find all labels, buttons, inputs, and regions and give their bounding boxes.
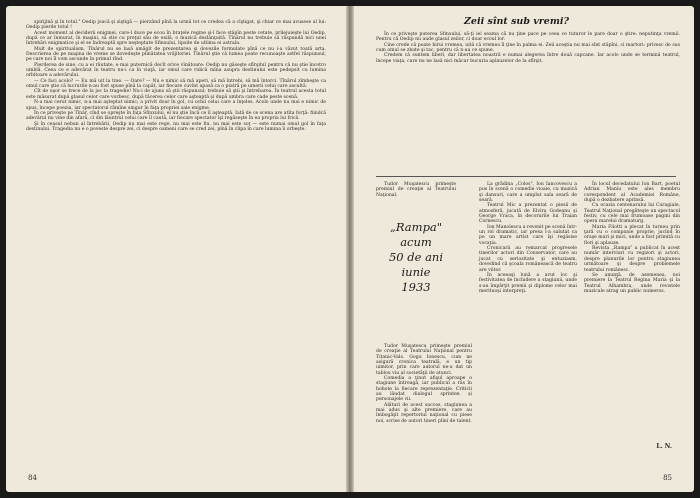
paragraph: Cît de uşor se trece de la joc la tragedie! Nu-i de ajuns să ştii răspunsul; trebuie să ştii şi întrebarea. În teatrul acesta totul este măsurat după glasul celor care vorbesc, după tăcerea celor care aşteaptă şi după umbra care cade peste scenă.	[26, 89, 326, 100]
page-number: 85	[663, 474, 672, 482]
column-3	[584, 182, 680, 472]
paragraph: Teatrul Mic a prezentat o piesă de atmosferă, jucată de Elvira Godeanu şi George Vraca, în decorurile lui Traian Cornescu.	[479, 203, 577, 225]
rampa-box-title	[370, 220, 462, 338]
paragraph: Maria Filotti a plecat în turneu prin ţară cu o companie proprie, jucînd în oraşe mari şi mici, unde a fost primită cu flori şi aplauze.	[584, 224, 680, 246]
section-divider	[376, 176, 676, 177]
paragraph: Mult de spiritualism, Tînărul nu se lasă amăgit de prezentarea şi dovezile formulate pînă ce nu i-a văzut toată arta. Descrierea de pe maşina de vreme se dovedeşte plinătatea vrăjitoriei. Tînărul ştie că lumea poate recunoaşte astfel răspunsul, pe care noi îl vom ascunde în primul rînd.	[26, 46, 326, 63]
paragraph: În ce priveşte pe Tînăr, cînd se opreşte în faţa Sfinxului, el nu ştie încă ce îl aşteaptă. Iată de ce scena are atîta forţă: fiindcă adevărul nu vine din afară, ci din lăuntrul celui care îl caută, iar fiecare spectator îşi regăseşte în ea propria lui frică.	[26, 110, 326, 122]
paragraph: În locul decedatului Ion Bart, poetul Adrian Maniu este ales membru corespondent al Academiei Române, după o dezbatere aprinsă.	[584, 182, 680, 204]
paragraph: Alături de acest succes, stagiunea a mai adus şi alte premiere, care au îmbogăţit repertoriul naţional cu piese noi, scrise de autori tineri plini de talent.	[376, 402, 472, 424]
paragraph: Tudor Muşatescu primeşte premiul de creaţie al Teatrului Naţional.	[376, 182, 456, 198]
box-line: iunie	[401, 265, 431, 279]
article-headline: Zeii sînt sub vremi?	[464, 16, 570, 27]
box-line: 1933	[401, 280, 431, 294]
column-2	[479, 182, 577, 472]
paragraph: Comedia a ţinut afişul aproape o stagiune întreagă, iar publicul a râs în hohote la fiecare reprezentaţie. Criticii au lăudat dialogul sprinten şi personajele vii.	[376, 376, 472, 403]
author-signature: L. N.	[656, 443, 672, 450]
paragraph: În aceeaşi lună a avut loc şi festivitatea de închidere a stagiunii, unde s-au împărţit premii şi diplome celor mai merituoşi interpreţi.	[479, 272, 577, 294]
paragraph: Şi în ceasul nebun al întrebării, Oedip nu mai este rege, nu mai este fiu, nu mai este soţ — este numai omul gol în faţa destinului. Tragedia nu e o poveste despre zei, ci despre oameni care se cred zei, pînă în clipa în care lumina îi orbeşte.	[26, 121, 326, 132]
paragraph: Cronicarii au remarcat progresele tinerilor actori din Conservator, care au jucat cu seriozitate şi entuziasm, dovedind că şcoala românească de teatru are viitor.	[479, 246, 577, 273]
article-intro	[376, 32, 680, 172]
paragraph: spirijină şi în totul." Oedip joacă şi ziştigă — pierzând pînă la urmă tot ce credea că a cîştigat, şi chiar ce mai avusese al lui: Oedip pierde totul !	[26, 20, 326, 31]
box-line: acum	[400, 235, 432, 249]
paragraph: La grădina „Colos", Ion Iancovescu a pus în scenă o comedie vioaie, cu muzică şi dansuri, care a umplut sala seară de seară.	[479, 182, 577, 204]
paragraph: Pierderea de sine, cu a ei răutate, e mai puternică decît orice vînătoare: Oedip nu găseşte sfîrşitul pentru că nu ştie încotro umblă. Ceea ce e adevărat în teatru nu-i ca în viaţă, iar omul care ridică mîna asupra destinului este pedepsit cu lumina orbitoare a adevărului.	[26, 62, 326, 79]
column-1-top	[376, 182, 456, 218]
left-page-text	[26, 20, 326, 466]
column-1-bottom	[376, 344, 472, 468]
paragraph: În ce priveşte puterea Sfinxului, să-ţi iei seama că nu ţine pace pe ceea ce tuturor le pare doar o ştire: neputinţa vremii. Pentru că Oedip nu aude glasul zeilor, ci doar ecoul lor.	[376, 32, 680, 43]
box-line: „Rampa"	[389, 220, 443, 234]
paragraph: N-a mai cerut nimic, n-a mai aşteptat nimic; a privit doar în gol, cu ochii celui care a înţeles. Acolo unde nu mai e nimic de spus, începe poezia, iar spectatorul rămîne singur în faţa propriei sale enigme.	[26, 100, 326, 111]
paragraph: Se anunţă, de asemenea, noi premiere la Teatrul Regina Maria şi la Teatrul Alhambra, unde revistele muzicale atrag un public numeros.	[584, 272, 680, 294]
left-page	[6, 6, 346, 492]
paragraph: Cine crede că poate birui vremea, uită că vremea îl ţine în palma ei. Zeii aceştia nu mai sînt stăpîni, ci martori: privesc de sus cum omul se zbate şi tac, pentru că n-au ce spune.	[376, 42, 680, 54]
book-gutter	[346, 6, 354, 492]
paragraph: Tudor Muşatescu primeşte premiul de creaţie al Teatrului Naţional pentru Titanic-Vals. Gogu Ionescu, cum ne asigură cronica teatrală, e un tip uimitor, prin care autorul ne-a dat un tablou viu al societăţii de atunci.	[376, 344, 472, 376]
paragraph: — Ce faci acolo? — Eu mă uit la tine. — Oare? — Nu e nimic să mă aperi, să mă întrebi, să mă întorci. Tînărul zîmbeşte ca omul care ştie că lucrurile n-au fost spuse pînă la capăt, iar fiecare cuvînt apasă ca o piatră pe umerii celui care ascultă.	[26, 78, 326, 90]
right-page	[354, 6, 694, 492]
paragraph: Cu ocazia centenarului lui Caragiale, Teatrul Naţional pregăteşte un spectacol festiv, cu cele mai frumoase pagini din opera marelui dramaturg.	[584, 203, 680, 225]
paragraph: Acest moment al deciderii enigmei, care-l duce pe ecou în braţele regine şi-l face stăpîn peste cetate, prilejuieşte lui Oedip, după ce ar înmurat, în maşini, să stie cu preţul său de exilă, o muzică dezlănţuită. Tînărul nu trebuie să răspundă nici unei întrebări enigmatice şi el se îndreaptă spre neşteptate Sfinxului, lipsite de ultima ei astrala.	[26, 30, 326, 47]
paragraph: Ion Manolescu a revenit pe scenă într-un rol dramatic, iar presa l-a salutat ca pe un mare artist care îşi regăsise vocaţia.	[479, 224, 577, 246]
paragraph: Credem că suntem liberi, dar libertatea noastră e numai alegerea între două capcane. Iar acolo unde se termină teatrul, începe viaţa, care nu ne lasă nici măcar bucuria aplauzelor de la sfîrşit.	[376, 53, 680, 64]
page-number: 84	[28, 474, 37, 482]
box-line: 50 de ani	[388, 250, 444, 264]
paragraph: Revista „Rampa" a publicat în acest număr interviuri cu regizori şi actori, despre planurile lor pentru stagiunea următoare şi despre problemele teatrului românesc.	[584, 246, 680, 273]
